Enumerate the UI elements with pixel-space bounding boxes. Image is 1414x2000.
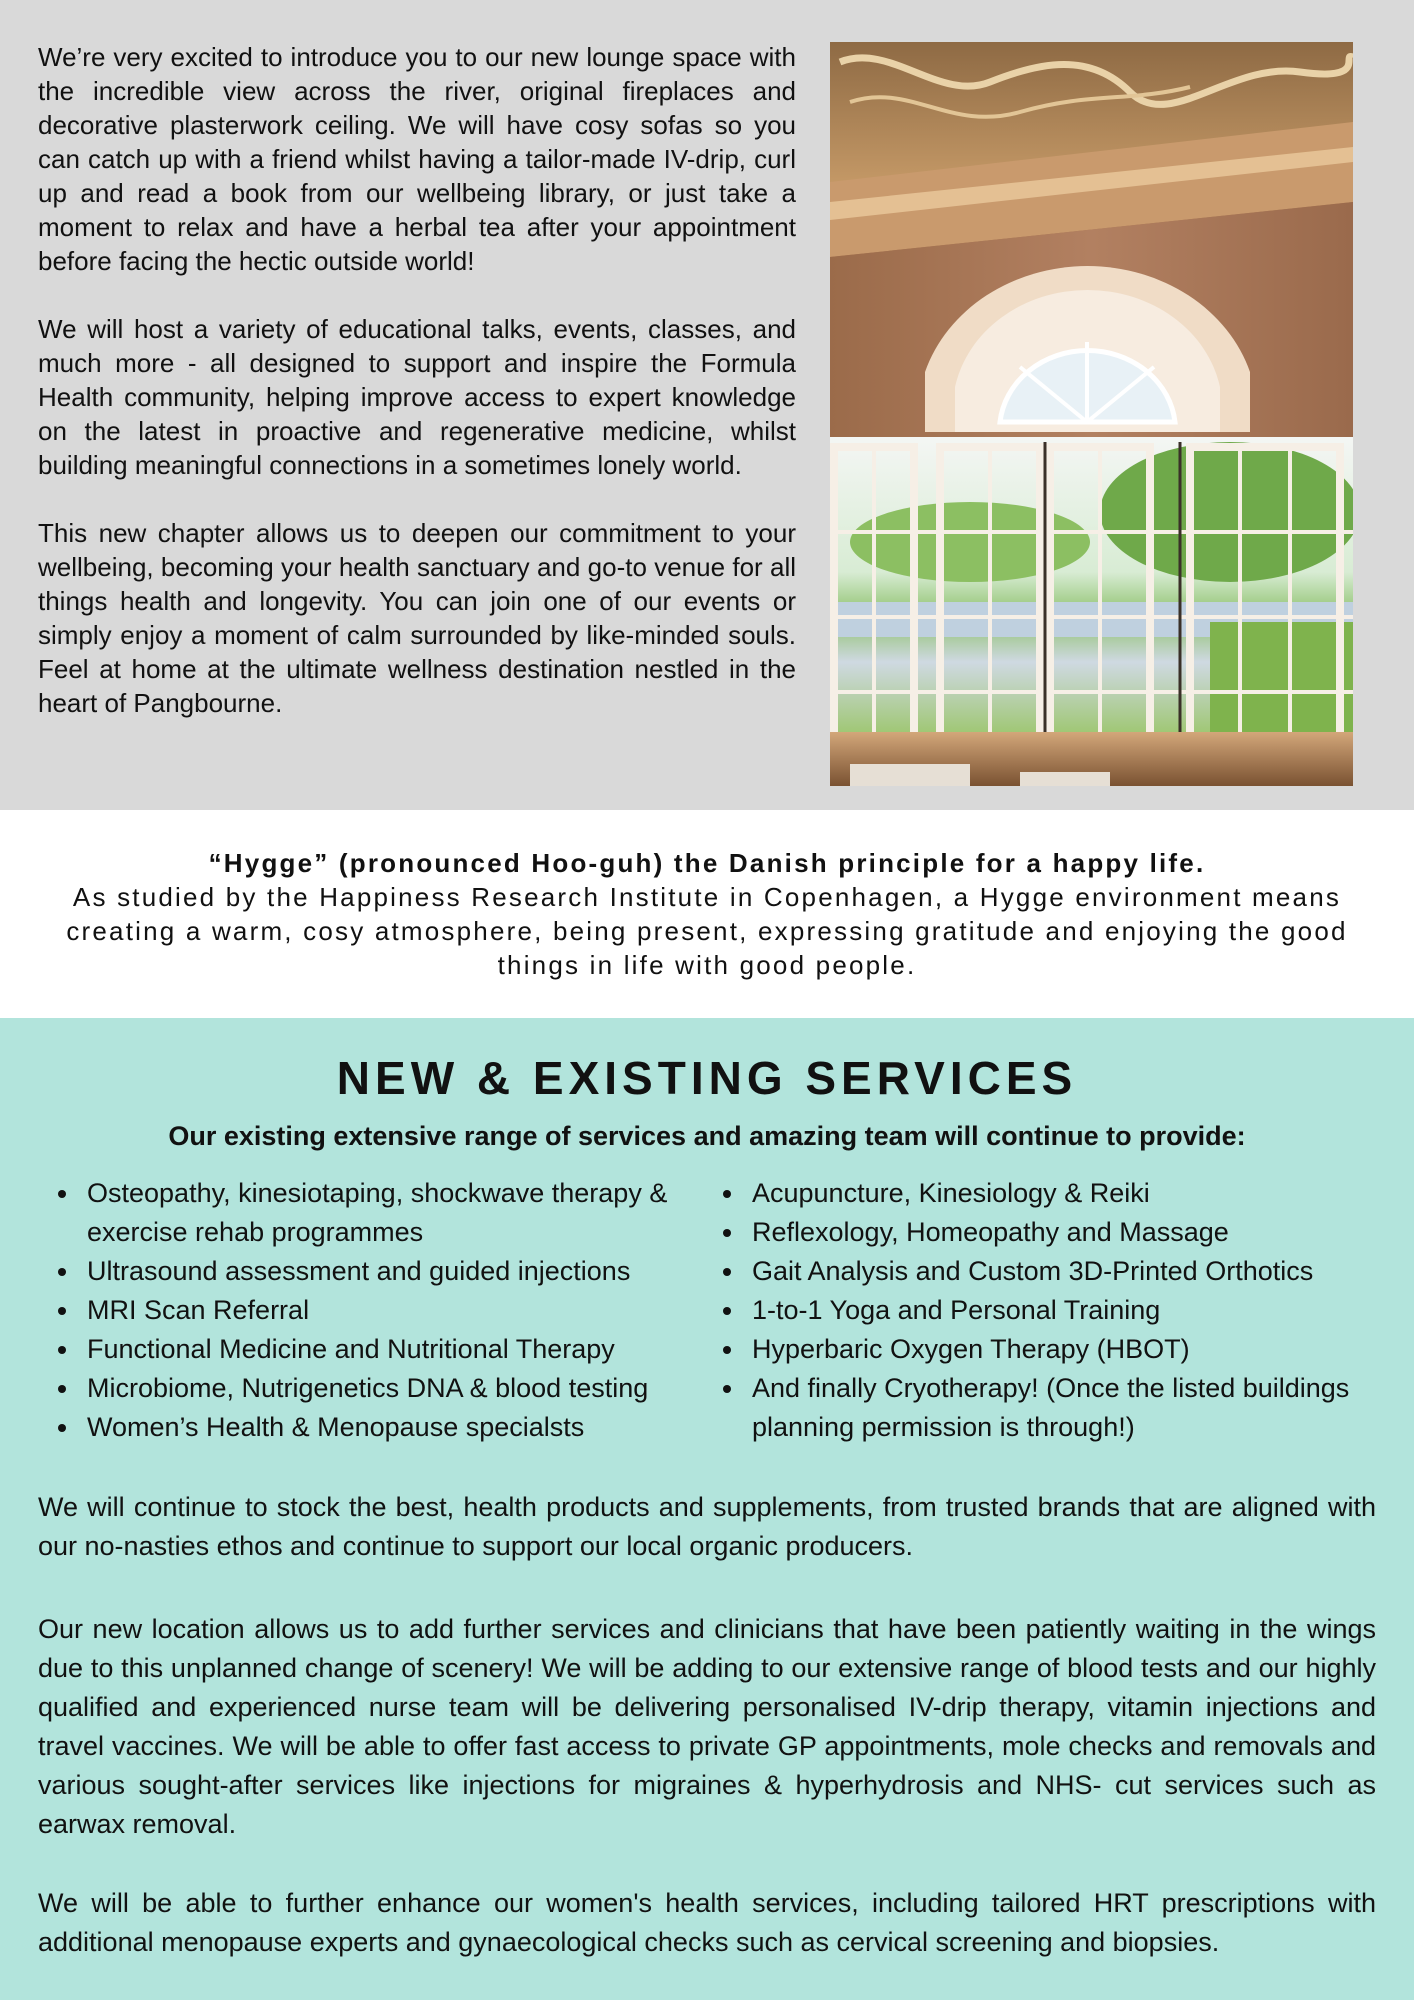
service-item: Reflexology, Homeopathy and Massage bbox=[715, 1213, 1355, 1252]
lounge-window-photo bbox=[830, 42, 1353, 786]
service-item: And finally Cryotherapy! (Once the listed buildings planning permission is through!) bbox=[715, 1369, 1355, 1447]
hygge-body: As studied by the Happiness Research Institute in Copenhagen, a Hygge environment means creating a warm, cosy atmosphere, being present, expressing gratitude and enjoying the good things in life with good people. bbox=[66, 882, 1348, 980]
intro-paragraph: This new chapter allows us to deepen our commitment to your wellbeing, becoming your health sanctuary and go-to venue for all things health and longevity. You can join one of our events or simply enjoy a moment of calm surrounded by like-minded souls. Feel at home at the ultimate wellness destination nestled in the heart of Pangbourne. bbox=[38, 518, 796, 718]
services-section bbox=[0, 1018, 1414, 2000]
services-paragraph: Our new location allows us to add further services and clinicians that have been patiently waiting in the wings due to this unplanned change of scenery! We will be adding to our extensive range of blood tests and our highly qualified and experienced nurse team will be delivering personalised IV-drip therapy, vitamin injections and travel vaccines. We will be able to offer fast access to private GP appointments, mole checks and removals and various sought-after services like injections for migraines & hyperhydrosis and NHS- cut services such as earwax removal. bbox=[38, 1614, 1376, 1839]
lounge-window-illustration bbox=[830, 42, 1353, 786]
service-item: Women’s Health & Menopause specialsts bbox=[50, 1408, 700, 1447]
service-item: Hyperbaric Oxygen Therapy (HBOT) bbox=[715, 1330, 1355, 1369]
service-item: 1-to-1 Yoga and Personal Training bbox=[715, 1291, 1355, 1330]
services-heading: NEW & EXISTING SERVICES bbox=[336, 1052, 1078, 1104]
intro-paragraph: We will host a variety of educational talks, events, classes, and much more - all designed to support and inspire the Formula Health community, helping improve access to expert knowledge on the latest in proactive and regenerative medicine, whilst building meaningful connections in a sometimes lonely world. bbox=[38, 314, 796, 480]
service-item: Functional Medicine and Nutritional Therapy bbox=[50, 1330, 700, 1369]
intro-section bbox=[0, 0, 1414, 810]
service-item: Ultrasound assessment and guided injections bbox=[50, 1252, 700, 1291]
services-subheading: Our existing extensive range of services and amazing team will continue to provide: bbox=[168, 1121, 1246, 1151]
service-item: Acupuncture, Kinesiology & Reiki bbox=[715, 1174, 1355, 1213]
service-item: Osteopathy, kinesiotaping, shockwave therapy & exercise rehab programmes bbox=[50, 1174, 700, 1252]
services-paragraph: We will continue to stock the best, health products and supplements, from trusted brands that are aligned with our no-nasties ethos and continue to support our local organic producers. bbox=[38, 1492, 1376, 1561]
services-list-left bbox=[50, 1174, 700, 1447]
service-item: Microbiome, Nutrigenetics DNA & blood testing bbox=[50, 1369, 700, 1408]
intro-paragraph: We’re very excited to introduce you to our new lounge space with the incredible view across the river, original fireplaces and decorative plasterwork ceiling. We will have cosy sofas so you can catch up with a friend whilst having a tailor-made IV-drip, curl up and read a book from our wellbeing library, or just take a moment to relax and have a herbal tea after your appointment before facing the hectic outside world! bbox=[38, 42, 796, 276]
services-list-right bbox=[715, 1174, 1355, 1447]
intro-text bbox=[38, 40, 796, 720]
hygge-quote bbox=[0, 810, 1414, 1018]
hygge-title: “Hygge” (pronounced Hoo-guh) the Danish principle for a happy life. bbox=[208, 848, 1206, 878]
service-item: Gait Analysis and Custom 3D-Printed Orthotics bbox=[715, 1252, 1355, 1291]
service-item: MRI Scan Referral bbox=[50, 1291, 700, 1330]
services-paragraph: We will be able to further enhance our women's health services, including tailored HRT prescriptions with additional menopause experts and gynaecological checks such as cervical screening and biopsies. bbox=[38, 1888, 1376, 1957]
